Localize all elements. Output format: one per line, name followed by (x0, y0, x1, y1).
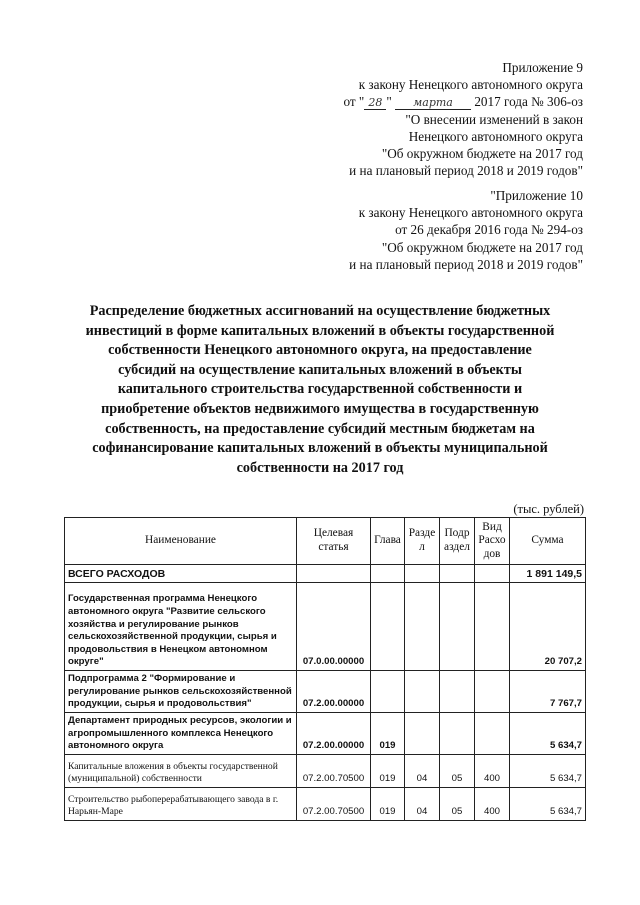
prev-law-title-2: и на плановый период 2018 и 2019 годов" (349, 256, 583, 272)
table-row: Департамент природных ресурсов, экологии и агропромышленного комплекса Ненецкого автономного округа 07.2.00.00000 019 5 634,7 (65, 713, 586, 755)
header-amount: Сумма (510, 518, 586, 565)
table-row: Подпрограмма 2 "Формирование и регулирование рынков сельскохозяйственной продукции, сырья и продовольствия" 07.2.00.00000 7 767,7 (65, 671, 586, 713)
header-name: Наименование (65, 518, 297, 565)
header-subsection: Подр аздел (440, 518, 475, 565)
handwritten-day: 28 (364, 97, 386, 110)
prev-law-reference: к закону Ненецкого автономного округа (358, 205, 583, 221)
amendment-title-2: Ненецкого автономного округа (408, 128, 583, 144)
header-section: Разде л (405, 518, 440, 565)
table-row: Строительство рыбоперерабатывающего завода в г. Нарьян-Маре 07.2.00.70500 019 04 05 400 5 634,7 (65, 788, 586, 821)
handwritten-month: марта (395, 97, 471, 110)
table-row: ВСЕГО РАСХОДОВ 1 891 149,5 (65, 565, 586, 583)
amendment-title-1: "О внесении изменений в закон (405, 111, 583, 127)
prev-law-date: от 26 декабря 2016 года № 294-оз (395, 222, 583, 238)
header-target: Целевая статья (297, 518, 371, 565)
prev-law-title-1: "Об окружном бюджете на 2017 год (381, 239, 583, 255)
appendix-number: Приложение 9 (502, 60, 583, 75)
amendment-title-3: "Об окружном бюджете на 2017 год (381, 146, 583, 162)
header-expense-type: Вид Расхо дов (475, 518, 510, 565)
table-row: Государственная программа Ненецкого автономного округа "Развитие сельского хозяйства и регулирование рынков сельскохозяйственной продукции, сырья и продовольствия в Ненецком автономном округе" 07.0.00.00000 20 707,2 (65, 583, 586, 671)
table-row: Капитальные вложения в объекты государственной (муниципальной) собственности 07.2.00.70500 019 04 05 400 5 634,7 (65, 755, 586, 788)
budget-table (64, 517, 586, 821)
document-title: Распределение бюджетных ассигнований на осуществление бюджетных инвестиций в форме капитальных вложений в объекты государственной собственности Ненецкого автономного округа, на предоставление субсидий на осуществление капитальных вложений в объекты капитального строительства государственной собственности и приобретение объектов недвижимого имущества в государственную собственность, на предоставление субсидий местным бюджетам на софинансирование капитальных вложений в объекты муниципальной собственности на 2017 год (85, 303, 555, 476)
table-header-row (65, 518, 586, 565)
appendix-10-block (349, 187, 583, 273)
amendment-title-4: и на плановый период 2018 и 2019 годов" (349, 163, 583, 179)
law-reference: к закону Ненецкого автономного округа (358, 77, 583, 93)
prev-appendix-number: "Приложение 10 (490, 188, 583, 203)
unit-note: (тыс. рублей) (513, 502, 584, 516)
appendix-9-block (343, 59, 583, 179)
header-chapter: Глава (371, 518, 405, 565)
law-date-line: от " 28 " марта 2017 года № 306-оз (343, 94, 583, 110)
